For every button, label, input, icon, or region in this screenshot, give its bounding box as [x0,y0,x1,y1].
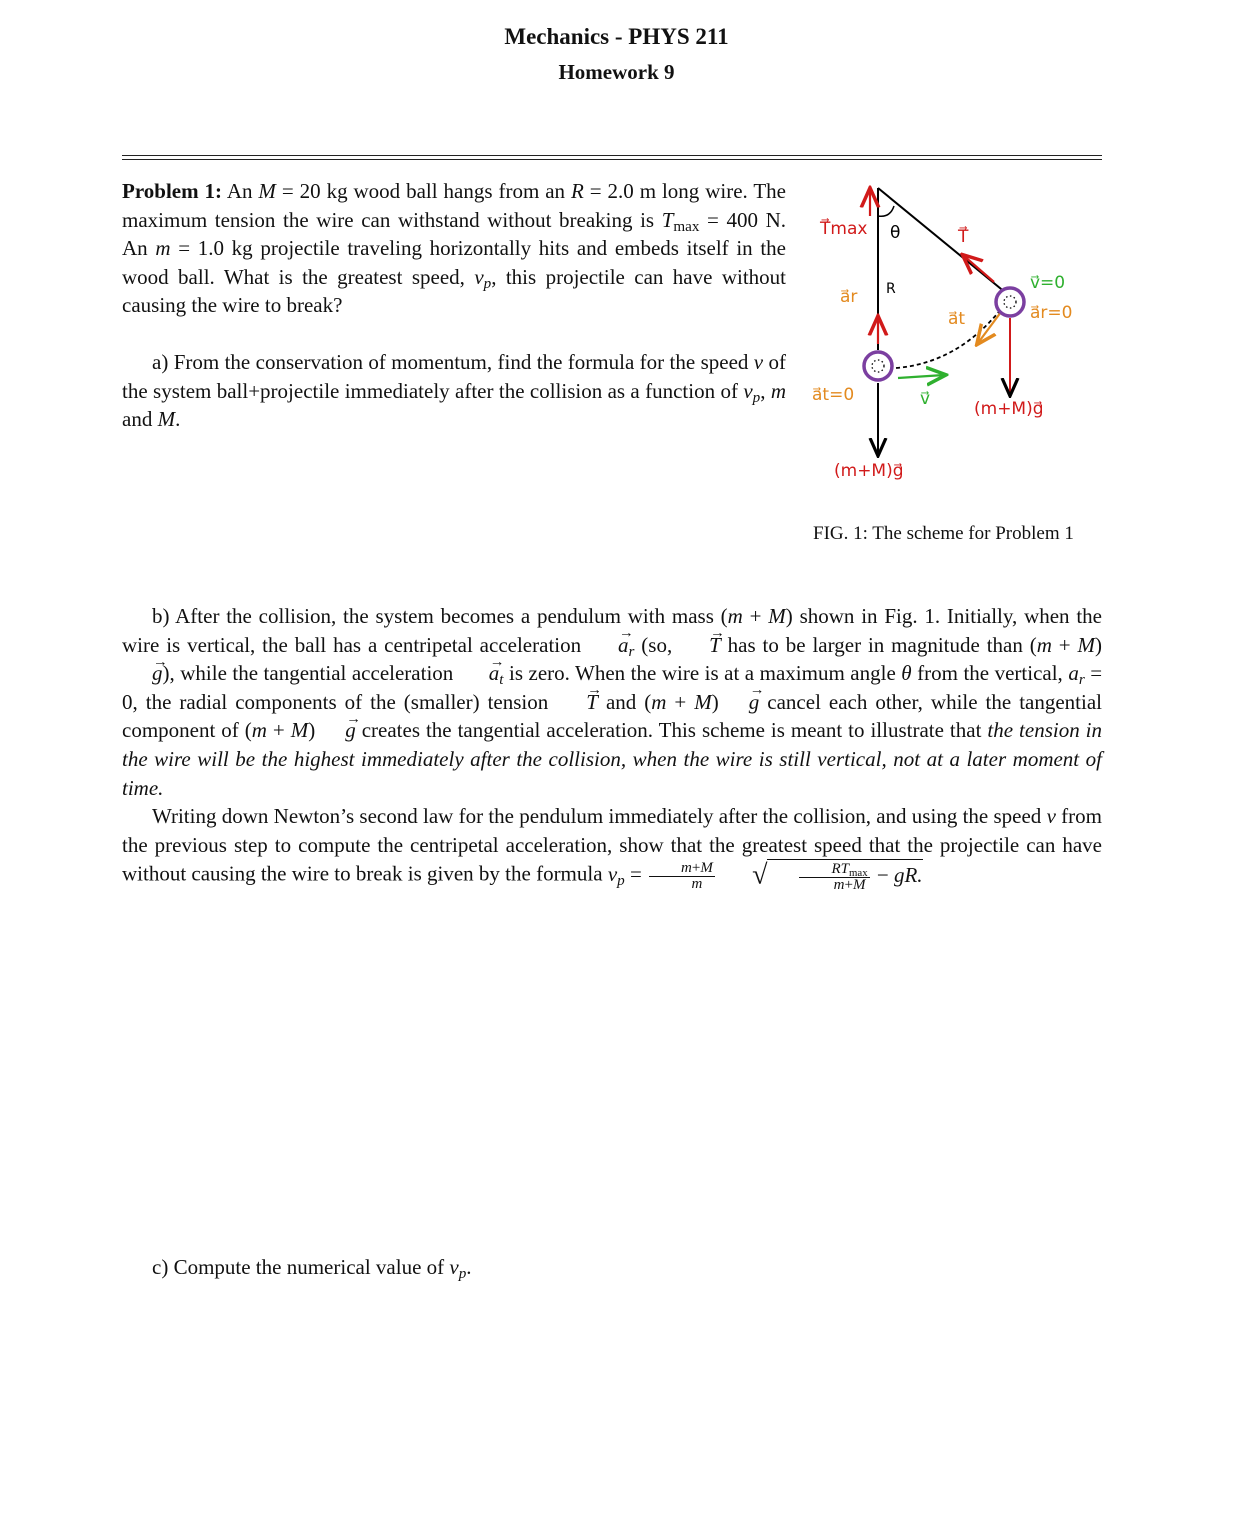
label-weight-right: (m+M)g⃗ [974,399,1044,419]
label-ar: a⃗r [840,287,858,307]
ball-top [996,288,1024,316]
figure-caption: FIG. 1: The scheme for Problem 1 [813,523,1074,544]
problem-label: Problem 1: [122,179,223,203]
part-b-continued: Writing down Newton’s second law for the pendulum immediately after the collision, and using the speed v from the previous step to compute the centripetal acceleration, show that the greatest speed that the projectile can have without causing the wire to break is given by the formula $v_p$ = $\frac{m+M}{m}$ √ $\frac{RT_{max}}{m+M}$ − gR. [122,804,1102,893]
document-title: Mechanics - PHYS 211 [504,24,729,49]
header-rule-bottom [122,159,1102,160]
label-radius: R [886,281,896,297]
velocity-arrow [898,375,944,378]
label-v-zero: v⃗=0 [1030,273,1066,293]
pendulum-figure [808,178,1108,498]
label-at-zero: a⃗t=0 [812,385,855,405]
label-ar-zero: a⃗r=0 [1030,303,1073,323]
part-a: a) From the conservation of momentum, find the formula for the speed v of the system ball+projectile immediately after the collision as a function of $v_p$, m and M. [122,350,787,432]
label-tension: T⃗ [958,227,969,247]
label-at: a⃗t [948,309,966,329]
label-tmax: T⃗max [820,219,868,239]
label-weight-bottom: (m+M)g⃗ [834,461,904,481]
ball-bottom [864,352,892,380]
document-subtitle: Homework 9 [558,60,675,84]
problem-statement: Problem 1: An M = 20 kg wood ball hangs from an R = 2.0 m long wire. The maximum tension the wire can withstand without breaking is $T_{max} = 400$ N. An m = 1.0 kg projectile traveling horizontally hits and embeds itself in the wood ball. What is the greatest speed, $v_p$, this projectile can have without causing the wire to break? [122,179,787,318]
speed-formula: $v_p$ = $\frac{m+M}{m}$ √ $\frac{RT_{max}}{m+M}$ − gR. [607,859,923,893]
label-theta: θ [890,223,901,243]
tangential-accel-arrow [978,312,1001,343]
part-b: b) After the collision, the system becomes a pendulum with mass (m + M) shown in Fig. 1. Initially, when the wire is vertical, the ball has a centripetal acceleration $a \to_r$ (so, T → has to be larger in magnitude than (m + M)g →), while the tangential acceleration $a \to_t$ is zero. When the wire is at a maximum angle θ from the vertical, $a_r = 0$, the radial components of the (smaller) tension T → and (m + M) g → cancel each other, while the tangential component of (m + M) g → creates the tangential acceleration. This scheme is meant to illustrate that the tension in the wire will be the highest immediately after the collision, when the wire is still vertical, not at a later moment of time. [122,602,1102,802]
label-velocity: v⃗ [920,389,931,409]
header-rule-top [122,155,1102,156]
tension-arrow [964,256,994,282]
angle-arc [878,206,894,216]
part-c: c) Compute the numerical value of $v_p$. [152,1255,472,1283]
